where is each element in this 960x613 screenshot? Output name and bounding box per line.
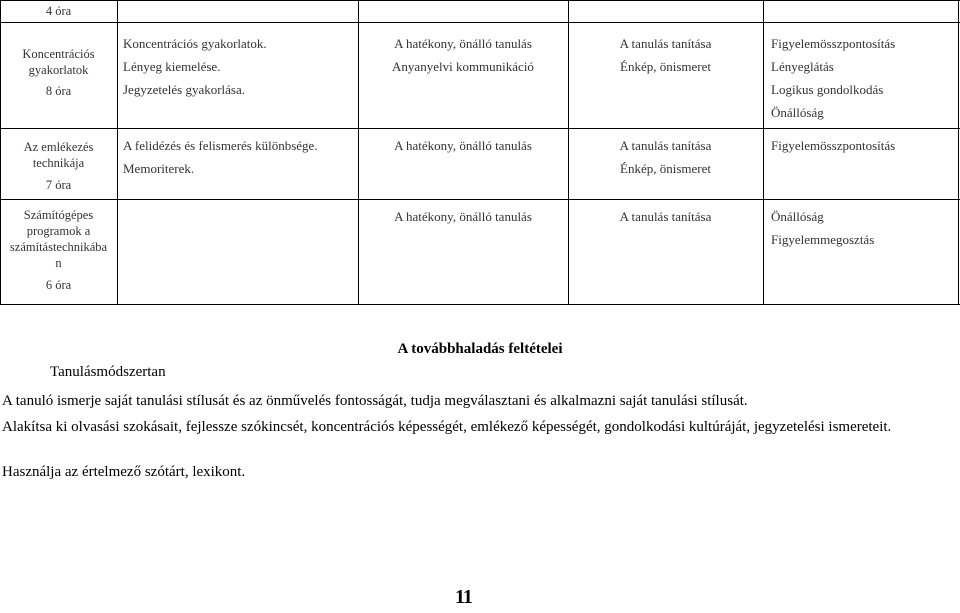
table-row-divider [0,22,960,23]
table-cell-competence: A hatékony, önálló tanulás [394,209,532,224]
table-cell-topic: Számítógépes programok a számítástechnikába n 6 óra [9,208,108,292]
table-cell-development: Önállóság Figyelemmegosztás [771,209,875,247]
table-row-divider [0,128,960,129]
table-column-divider [763,0,764,305]
table-right-border [958,0,959,305]
table-cell-hours: 4 óra [45,4,72,18]
table-cell-competence: A hatékony, önálló tanulás Anyanyelvi kommunikáció [392,36,534,74]
page-number: 11 [455,586,472,608]
table-cell-topic: Az emlékezés technikája 7 óra [23,140,94,192]
table-row-divider [0,199,960,200]
table-column-divider [117,0,118,305]
table-bottom-border [0,304,960,305]
table-cell-content: A felidézés és felismerés különbsége. Memoriterek. [123,138,318,176]
table-top-border [0,0,960,1]
table-cell-goals: A tanulás tanítása [619,209,712,224]
table-cell-development: Figyelemösszpontosítás Lényeglátás Logikus gondolkodás Önállóság [771,36,896,120]
table-cell-topic: Koncentrációs gyakorlatok 8 óra [22,47,95,98]
section-title: A továbbhaladás feltételei [397,341,563,357]
table-cell-content: Koncentrációs gyakorlatok. Lényeg kiemelése. Jegyzetelés gyakorlása. [123,36,267,97]
table-cell-development: Figyelemösszpontosítás [771,138,896,153]
table-cell-competence: A hatékony, önálló tanulás [394,138,532,153]
table-cell-goals: A tanulás tanítása Énkép, önismeret [619,138,712,176]
subject-heading: Tanulásmódszertan [50,364,166,380]
paragraph: A tanuló ismerje saját tanulási stílusát és az önművelés fontosságát, tudja megválasztani és alkalmazni saját tanulási stílusát. [2,393,748,409]
paragraph: Alakítsa ki olvasási szokásait, fejlessze szókincsét, koncentrációs képességét, emlékező képességét, gondolkodási kultúráját, jegyzetelési ismereteit. [2,419,892,435]
paragraph: Használja az értelmező szótárt, lexikont. [2,464,246,480]
table-cell-goals: A tanulás tanítása Énkép, önismeret [619,36,712,74]
